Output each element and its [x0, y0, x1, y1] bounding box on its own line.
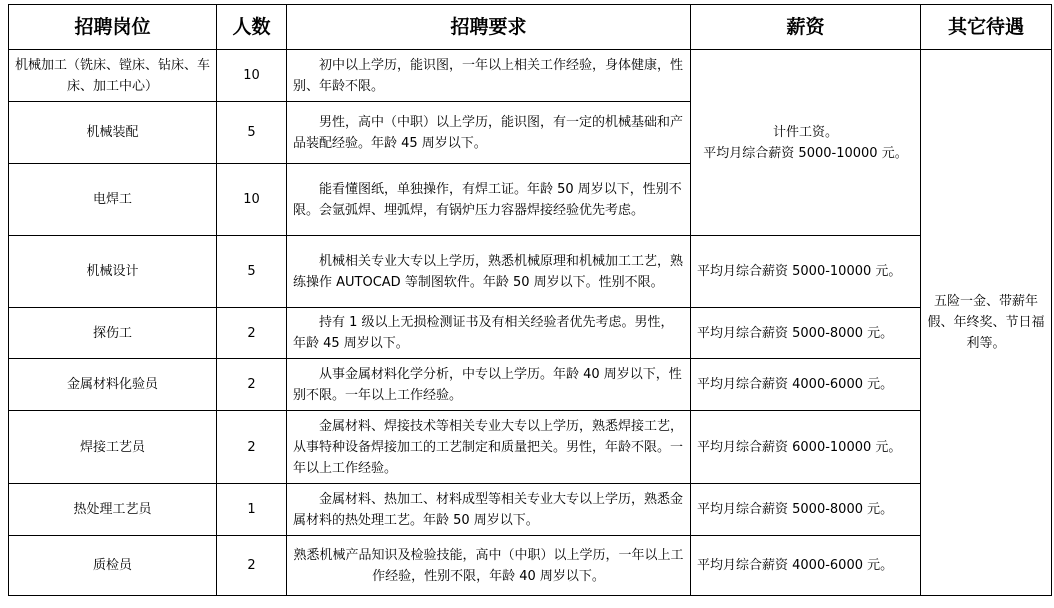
position-cell: 机械装配 — [9, 102, 217, 164]
requirements-cell: 熟悉机械产品知识及检验技能，高中（中职）以上学历，一年以上工作经验，性别不限，年龄 40 周岁以下。 — [287, 536, 691, 596]
table-row — [9, 308, 1052, 359]
salary-average: 平均月综合薪资 5000-10000 元。 — [703, 145, 908, 161]
requirements-cell: 初中以上学历，能识图，一年以上相关工作经验，身体健康，性别、年龄不限。 — [287, 50, 691, 102]
count-cell: 5 — [217, 236, 287, 308]
benefits-cell: 五险一金、带薪年假、年终奖、节日福利等。 — [921, 50, 1052, 596]
header-requirements: 招聘要求 — [287, 5, 691, 50]
merged-salary-cell — [691, 50, 921, 236]
salary-cell: 平均月综合薪资 6000-10000 元。 — [691, 411, 921, 484]
requirements-cell: 从事金属材料化学分析，中专以上学历。年龄 40 周岁以下，性别不限。一年以上工作经验。 — [287, 359, 691, 411]
table-row — [9, 359, 1052, 411]
header-position: 招聘岗位 — [9, 5, 217, 50]
table-row — [9, 50, 1052, 102]
count-cell: 10 — [217, 164, 287, 236]
count-cell: 2 — [217, 536, 287, 596]
position-cell: 探伤工 — [9, 308, 217, 359]
recruitment-table — [8, 4, 1052, 596]
position-cell: 机械设计 — [9, 236, 217, 308]
count-cell: 2 — [217, 411, 287, 484]
requirements-cell: 男性，高中（中职）以上学历，能识图，有一定的机械基础和产品装配经验。年龄 45 周岁以下。 — [287, 102, 691, 164]
header-benefits: 其它待遇 — [921, 5, 1052, 50]
requirements-cell: 能看懂图纸，单独操作，有焊工证。年龄 50 周岁以下，性别不限。会氩弧焊、埋弧焊，有锅炉压力容器焊接经验优先考虑。 — [287, 164, 691, 236]
position-cell: 金属材料化验员 — [9, 359, 217, 411]
count-cell: 2 — [217, 359, 287, 411]
position-cell: 机械加工（铣床、镗床、钻床、车床、加工中心） — [9, 50, 217, 102]
count-cell: 10 — [217, 50, 287, 102]
position-cell: 电焊工 — [9, 164, 217, 236]
requirements-cell: 机械相关专业大专以上学历，熟悉机械原理和机械加工工艺，熟练操作 AUTOCAD 等制图软件。年龄 50 周岁以下。性别不限。 — [287, 236, 691, 308]
salary-piecework: 计件工资。 — [772, 124, 838, 140]
position-cell: 质检员 — [9, 536, 217, 596]
salary-cell: 平均月综合薪资 5000-10000 元。 — [691, 236, 921, 308]
salary-cell: 平均月综合薪资 4000-6000 元。 — [691, 359, 921, 411]
requirements-cell: 金属材料、热加工、材料成型等相关专业大专以上学历，熟悉金属材料的热处理工艺。年龄 50 周岁以下。 — [287, 484, 691, 536]
count-cell: 1 — [217, 484, 287, 536]
salary-cell: 平均月综合薪资 5000-8000 元。 — [691, 484, 921, 536]
header-row — [9, 5, 1052, 50]
table-row — [9, 484, 1052, 536]
requirements-cell: 持有 1 级以上无损检测证书及有相关经验者优先考虑。男性，年龄 45 周岁以下。 — [287, 308, 691, 359]
table-row — [9, 236, 1052, 308]
header-count: 人数 — [217, 5, 287, 50]
count-cell: 5 — [217, 102, 287, 164]
position-cell: 热处理工艺员 — [9, 484, 217, 536]
table-row — [9, 536, 1052, 596]
table-row — [9, 411, 1052, 484]
requirements-cell: 金属材料、焊接技术等相关专业大专以上学历，熟悉焊接工艺，从事特种设备焊接加工的工艺制定和质量把关。男性，年龄不限。一年以上工作经验。 — [287, 411, 691, 484]
header-salary: 薪资 — [691, 5, 921, 50]
count-cell: 2 — [217, 308, 287, 359]
position-cell: 焊接工艺员 — [9, 411, 217, 484]
salary-cell: 平均月综合薪资 5000-8000 元。 — [691, 308, 921, 359]
salary-cell: 平均月综合薪资 4000-6000 元。 — [691, 536, 921, 596]
